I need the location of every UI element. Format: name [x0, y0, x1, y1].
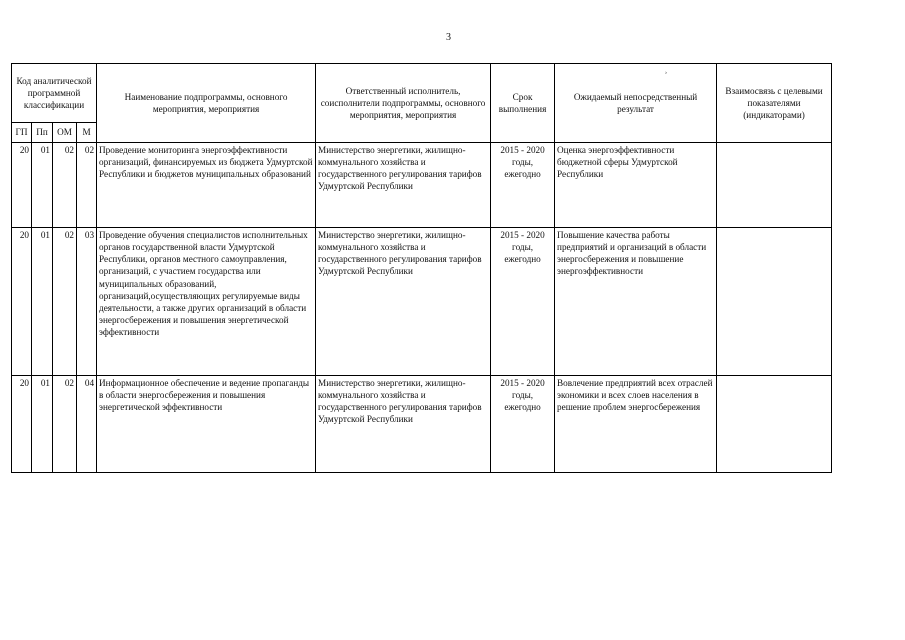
cell-result: Оценка энергоэффективности бюджетной сферы Удмуртской Республики [555, 143, 717, 228]
header-om: ОМ [53, 123, 77, 143]
table-row [12, 228, 832, 376]
cell-name: Проведение обучения специалистов исполнительных органов государственной власти Удмуртской Республики, органов местного самоуправления, организаций, с участием государства или муниципальных образований, организаций,осуществляющих регулируемые виды деятельности, а также других организаций в области энергосбережения и повышения энергетической эффективности [97, 228, 316, 376]
cell-om: 02 [53, 376, 77, 473]
cell-m: 04 [77, 376, 97, 473]
cell-om: 02 [53, 228, 77, 376]
cell-relation [717, 228, 832, 376]
cell-name: Информационное обеспечение и ведение пропаганды в области энергосбережения и повышения энергетической эффективности [97, 376, 316, 473]
cell-responsible: Министерство энергетики, жилищно-коммунального хозяйства и государственного регулирования тарифов Удмуртской Республики [316, 143, 491, 228]
cell-gp: 20 [12, 143, 32, 228]
cell-pp: 01 [32, 143, 53, 228]
header-relation: Взаимосвязь с целевыми показателями (индикаторами) [717, 64, 832, 143]
cell-m: 03 [77, 228, 97, 376]
header-term: Срок выполнения [491, 64, 555, 143]
cell-term: 2015 - 2020 годы, ежегодно [491, 143, 555, 228]
cell-om: 02 [53, 143, 77, 228]
cell-relation [717, 143, 832, 228]
table-row [12, 376, 832, 473]
cell-responsible: Министерство энергетики, жилищно-коммунального хозяйства и государственного регулирования тарифов Удмуртской Республики [316, 376, 491, 473]
header-name: Наименование подпрограммы, основного мероприятия, мероприятия [97, 64, 316, 143]
table-row [12, 143, 832, 228]
header-responsible: Ответственный исполнитель, соисполнители подпрограммы, основного мероприятия, мероприятия [316, 64, 491, 143]
header-pp: Пп [32, 123, 53, 143]
cell-result: Вовлечение предприятий всех отраслей экономики и всех слоев населения в решение проблем энергосбережения [555, 376, 717, 473]
cell-relation [717, 376, 832, 473]
scan-mark: › [665, 70, 667, 76]
cell-m: 02 [77, 143, 97, 228]
cell-gp: 20 [12, 228, 32, 376]
cell-result: Повышение качества работы предприятий и организаций в области энергосбережения и повышение энергоэффективности [555, 228, 717, 376]
program-table [11, 63, 832, 473]
page-number: 3 [446, 32, 451, 43]
cell-pp: 01 [32, 228, 53, 376]
cell-pp: 01 [32, 376, 53, 473]
header-code-group: Код аналитической программной классификации [12, 64, 97, 123]
header-gp: ГП [12, 123, 32, 143]
cell-term: 2015 - 2020 годы, ежегодно [491, 228, 555, 376]
cell-term: 2015 - 2020 годы, ежегодно [491, 376, 555, 473]
cell-responsible: Министерство энергетики, жилищно-коммунального хозяйства и государственного регулирования тарифов Удмуртской Республики [316, 228, 491, 376]
cell-gp: 20 [12, 376, 32, 473]
header-result: Ожидаемый непосредственный результат [555, 64, 717, 143]
header-m: М [77, 123, 97, 143]
cell-name: Проведение мониторинга энергоэффективности организаций, финансируемых из бюджета Удмуртской Республики и бюджетов муниципальных образований [97, 143, 316, 228]
